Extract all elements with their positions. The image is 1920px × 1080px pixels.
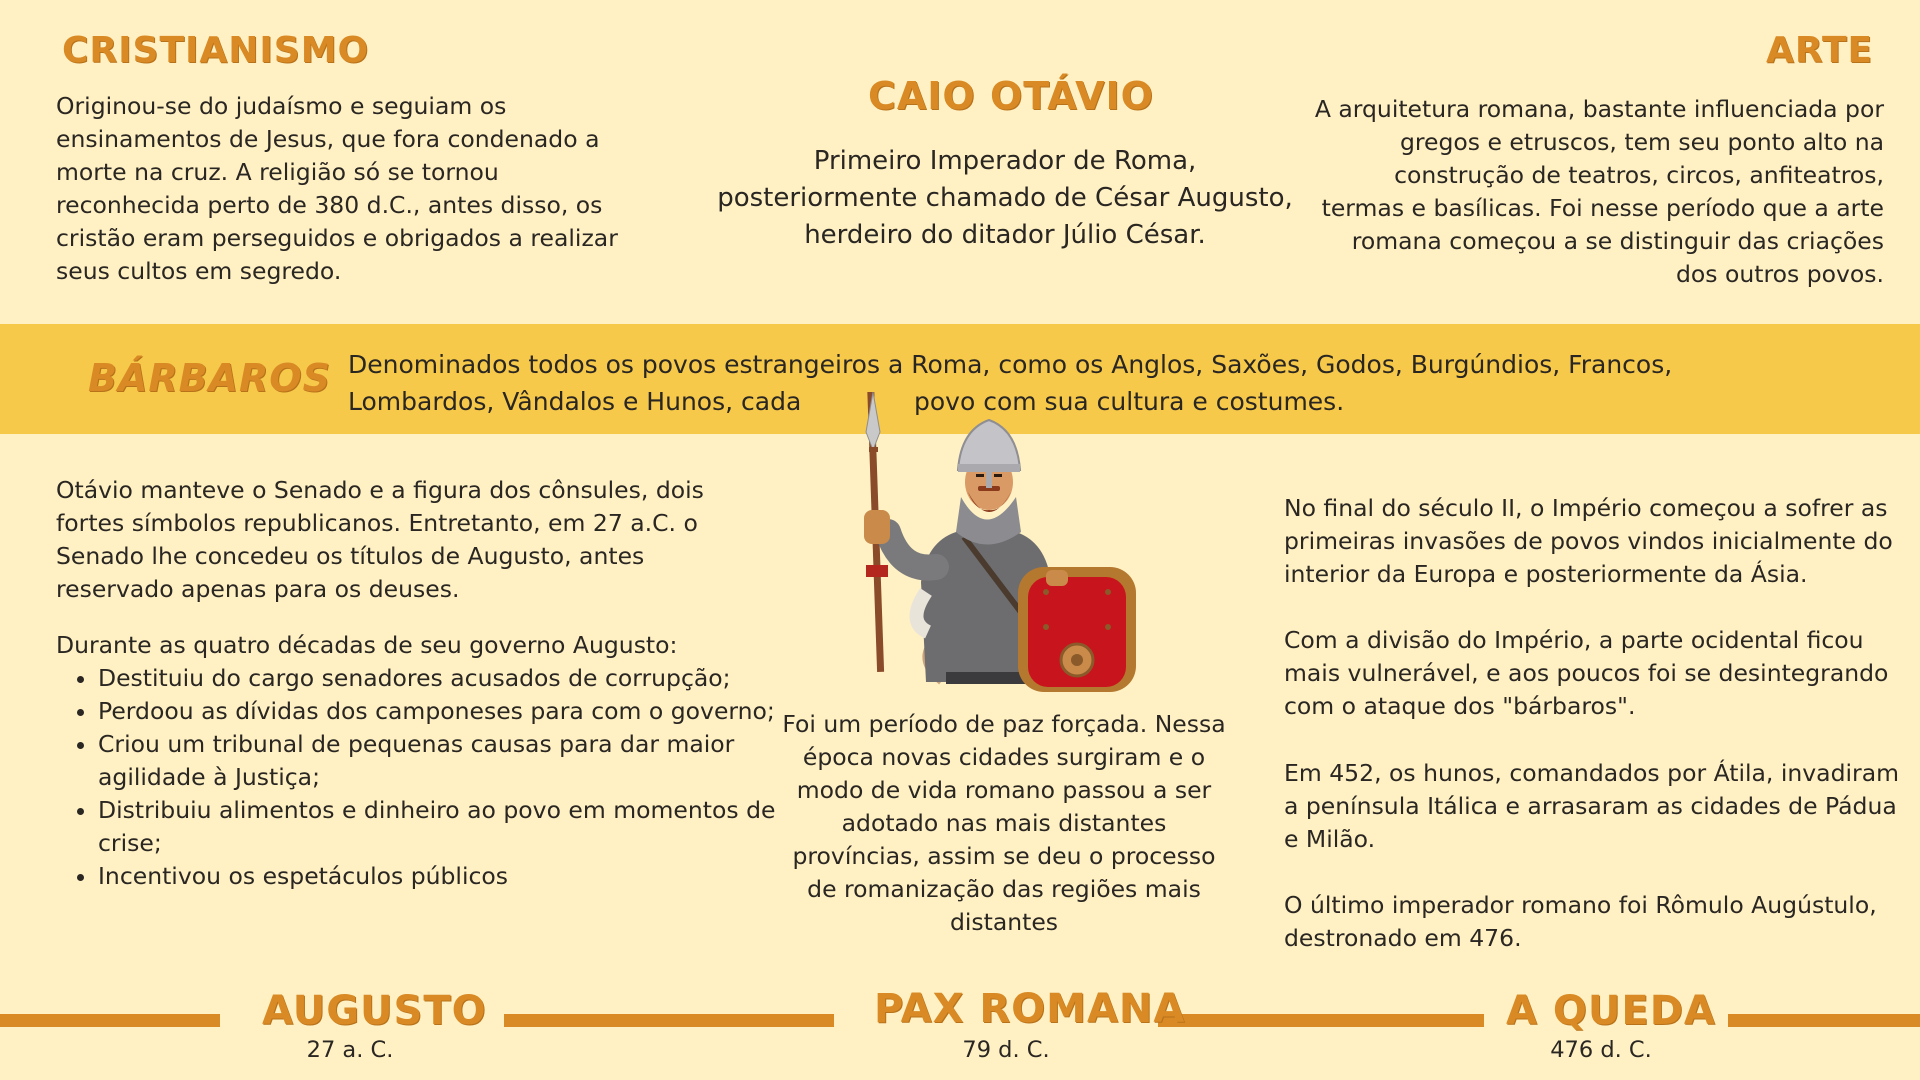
timeline-label-augusto: AUGUSTO (262, 988, 487, 1034)
arte-text: A arquitetura romana, bastante influenciada por gregos e etruscos, tem seu ponto alto na construção de teatros, circos, anfiteatros, termas e basílicas. Foi nesse período que a arte romana começou a se distinguir das criações dos outros povos. (1314, 95, 1884, 288)
list-item: • Incentivou os espetáculos públicos (98, 860, 818, 893)
cristianismo-title: CRISTIANISMO (62, 30, 370, 71)
timeline-date-a-queda: 476 d. C. (1550, 1037, 1652, 1063)
caio-otavio-title: CAIO OTÁVIO (868, 74, 1154, 118)
caio-otavio-text: Primeiro Imperador de Roma, posteriormente chamado de César Augusto, herdeiro do ditador Júlio César. (717, 146, 1293, 250)
timeline-line (504, 1014, 834, 1027)
barbarian-warrior-icon (846, 392, 1146, 692)
timeline-line (1728, 1014, 1920, 1027)
arte-title: ARTE (1766, 30, 1874, 71)
barbaros-text-part1: Denominados todos os povos estrangeiros a Roma, como os Anglos, Saxões, Godos, Burgúndios, Francos, Lombardos, Vândalos e Hunos, cada (348, 350, 1673, 416)
timeline-date-pax-romana: 79 d. C. (962, 1037, 1050, 1063)
queda-paragraph-2: Com a divisão do Império, a parte ocidental ficou mais vulnerável, e aos poucos foi se desintegrando com o ataque dos "bárbaros". (1284, 626, 1889, 720)
augusto-paragraph-1: Otávio manteve o Senado e a figura dos cônsules, dois fortes símbolos republicanos. Entretanto, em 27 a.C. o Senado lhe concedeu os títulos de Augusto, antes reservado apenas para os deuses. (56, 476, 704, 603)
barbaros-text-part2: povo com sua cultura e costumes. (914, 387, 1345, 416)
augusto-paragraph-2: Durante as quatro décadas de seu governo Augusto: (56, 631, 678, 659)
timeline-label-a-queda: A QUEDA (1506, 988, 1716, 1034)
list-item: • Distribuiu alimentos e dinheiro ao povo em momentos de crise; (98, 794, 818, 860)
list-item: • Criou um tribunal de pequenas causas para dar maior agilidade à Justiça; (98, 728, 818, 794)
list-item: • Destituiu do cargo senadores acusados de corrupção; (98, 662, 818, 695)
augusto-achievements-list (56, 662, 818, 893)
timeline-line (0, 1014, 220, 1027)
timeline-date-augusto: 27 a. C. (306, 1037, 394, 1063)
queda-paragraph-4: O último imperador romano foi Rômulo Augústulo, destronado em 476. (1284, 891, 1877, 952)
queda-paragraph-3: Em 452, os hunos, comandados por Átila, invadiram a península Itálica e arrasaram as cidades de Pádua e Milão. (1284, 759, 1899, 853)
barbaros-title: BÁRBAROS (88, 356, 331, 400)
timeline-label-pax-romana: PAX ROMANA (874, 986, 1186, 1032)
queda-paragraph-1: No final do século II, o Império começou a sofrer as primeiras invasões de povos vindos inicialmente do interior da Europa e posteriormente da Ásia. (1284, 494, 1893, 588)
list-item: • Perdoou as dívidas dos camponeses para com o governo; (98, 695, 818, 728)
timeline-line (1158, 1014, 1484, 1027)
cristianismo-text: Originou-se do judaísmo e seguiam os ensinamentos de Jesus, que fora condenado a morte na cruz. A religião só se tornou reconhecida perto de 380 d.C., antes disso, os cristão eram perseguidos e obrigados a realizar seus cultos em segredo. (56, 92, 618, 285)
pax-romana-text: Foi um período de paz forçada. Nessa época novas cidades surgiram e o modo de vida romano passou a ser adotado nas mais distantes províncias, assim se deu o processo de romanização das regiões mais distantes (782, 710, 1226, 936)
